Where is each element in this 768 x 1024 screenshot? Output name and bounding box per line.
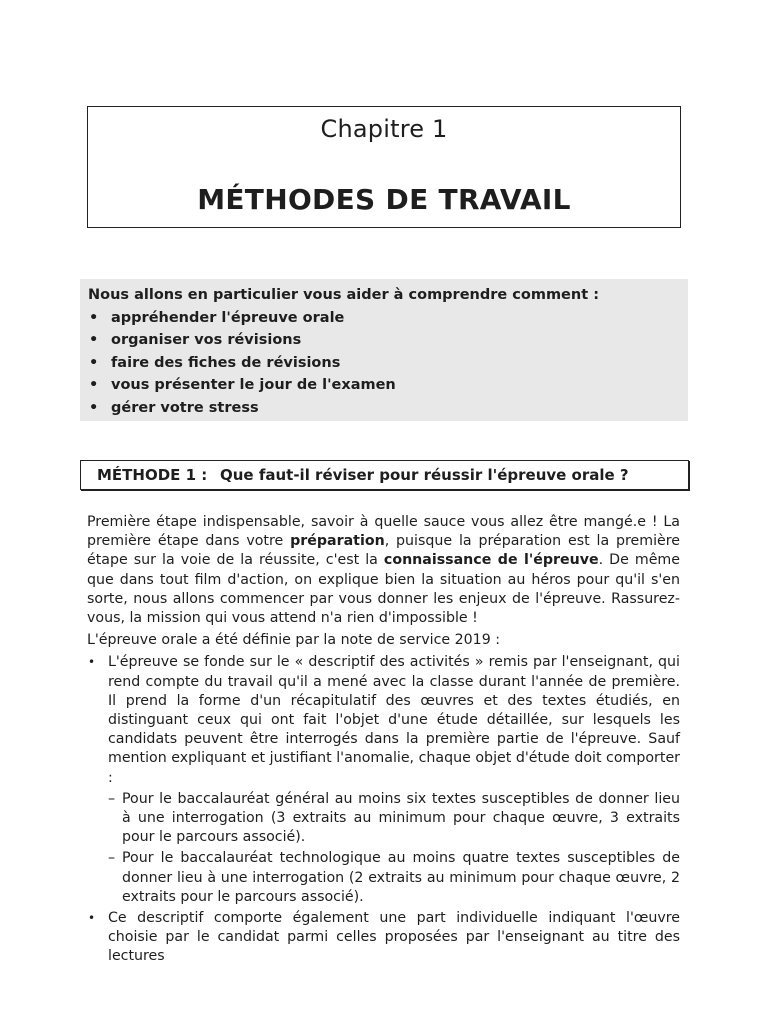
dash-icon: – [108,850,116,867]
sub-list [108,790,680,907]
note-paragraph: L'épreuve orale a été définie par la note de service 2019 : [87,632,501,649]
list-item-text: Ce descriptif comporte également une part individuelle indiquant l'œuvre choisie par le candidat parmi celles proposées par l'enseignant au titre des lectures [108,910,680,965]
chapter-label: Chapitre 1 [320,115,448,143]
intro-paragraph: Première étape indispensable, savoir à quelle sauce vous allez être mangé.e ! La première étape dans votre préparation, puisque la préparation est la première étape sur la voie de la réussite, c'est la connaissance de l'épreuve. De même que dans tout film d'action, on explique bien la situation au héros pour qu'il s'en sorte, nous allons commencer par vous donner les enjeux de l'épreuve. Rassurez-vous, la mission qui vous attend n'a rien d'impossible ! [87,514,680,627]
dash-icon: – [108,790,116,807]
sub-list-item: – Pour le baccalauréat général au moins six textes susceptibles de donner lieu à une interrogation (3 extraits au minimum pour chaque œuvre, 3 extraits pour le parcours associé). [108,790,680,846]
list-item [87,909,680,967]
body-text [87,513,680,968]
chapter-header [87,106,681,228]
list-item [87,653,680,907]
emphasis-preparation: préparation [290,533,385,550]
bullet-icon: • [89,399,99,416]
summary-item: • organiser vos révisions [88,329,678,352]
sub-list-item: – Pour le baccalauréat technologique au moins quatre textes susceptibles de donner lieu à une interrogation (2 extraits au minimum pour chaque œuvre, 2 extraits pour le parcours associé). [108,850,680,905]
summary-item: • appréhender l'épreuve orale [88,307,678,330]
rules-list [87,653,680,966]
method-question: Que faut-il réviser pour réussir l'épreuve orale ? [220,466,629,484]
emphasis-connaissance: connaissance de l'épreuve [383,552,599,569]
bullet-icon: • [89,354,99,371]
summary-intro: Nous allons en particulier vous aider à comprendre comment : [88,287,599,303]
method-heading [80,460,689,490]
bullet-icon: • [88,655,96,670]
summary-item: • gérer votre stress [88,397,678,420]
summary-list [88,307,678,420]
bullet-icon: • [89,377,99,393]
bullet-icon: • [89,309,99,326]
list-item-text: L'épreuve se fonde sur le « descriptif des activités » remis par l'enseignant, qui rend compte du travail qu'il a mené avec la classe durant l'année de première. Il prend la forme d'un récapitulatif des œuvres et des textes étudiés, en distinguant ceux qui ont fait l'objet d'une étude détaillée, sur lesquels les candidats peuvent être interrogés dans la première partie de l'épreuve. Sauf mention expliquant et justifiant l'anomalie, chaque objet d'étude doit comporter : [108,654,680,786]
method-number: MÉTHODE 1 : [97,466,208,484]
bullet-icon: • [89,332,99,348]
chapter-title: MÉTHODES DE TRAVAIL [197,183,571,216]
summary-item: • vous présenter le jour de l'examen [88,374,678,397]
bullet-icon: • [88,911,96,926]
summary-item: • faire des fiches de révisions [88,352,678,375]
summary-panel [80,279,688,421]
